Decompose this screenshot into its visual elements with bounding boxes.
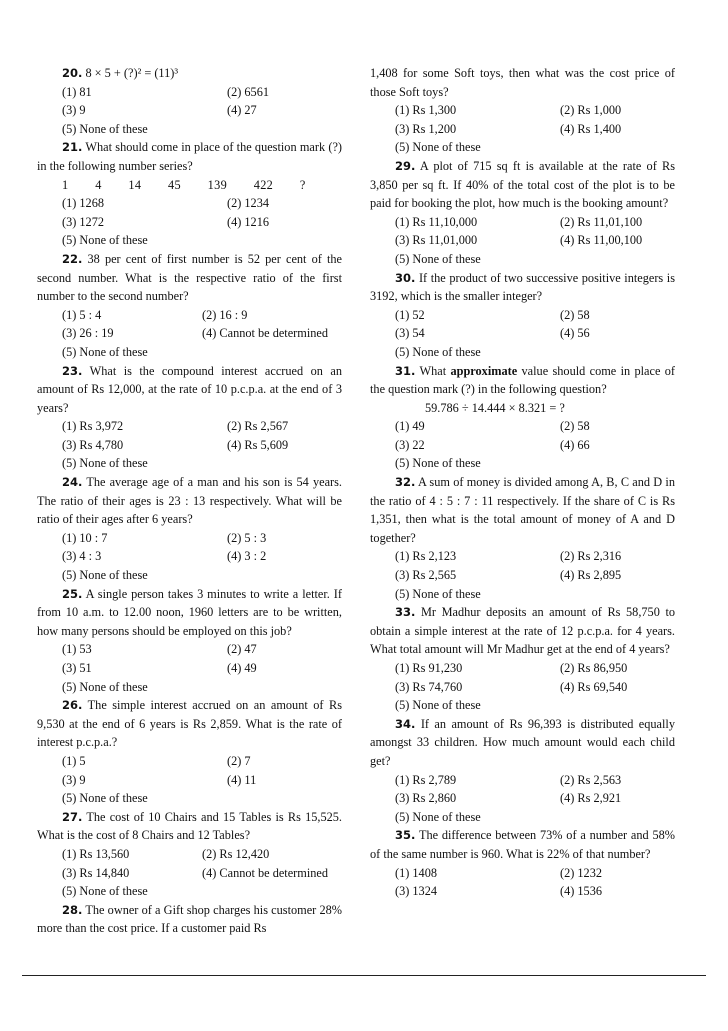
option: (1) Rs 3,972 (62, 419, 124, 434)
option-none: (5) None of these (395, 586, 481, 601)
bottom-rule (22, 975, 706, 976)
option: (3) Rs 1,200 (395, 121, 457, 136)
option: (4) 66 (560, 437, 590, 452)
option-none: (5) None of these (395, 140, 481, 155)
option: (3) 9 (62, 103, 86, 118)
option: (2) 16 : 9 (202, 307, 248, 322)
option: (1) 1268 (62, 196, 105, 211)
option: (4) 49 (227, 661, 257, 675)
question-25 (37, 585, 342, 641)
question-32 (370, 473, 675, 547)
option: (4) 3 : 2 (227, 549, 267, 564)
options (37, 194, 342, 231)
option: (3) Rs 74,760 (395, 679, 463, 694)
question-text: What should come in place of the question mark (?) in the following number series? (37, 140, 343, 173)
question-35 (370, 826, 675, 863)
emphasis-text: approximate (450, 363, 518, 378)
question-number: 27. (62, 809, 83, 824)
option: (4) Rs 11,00,100 (560, 233, 643, 248)
option: (2) 58 (560, 419, 590, 434)
question-text: The owner of a Gift shop charges his customer 28% more than the cost price. If a customer paid Rs (37, 902, 342, 936)
option-none: (5) None of these (395, 698, 481, 713)
option: (2) 58 (560, 307, 590, 322)
question-34 (370, 715, 675, 771)
question-28-continued: 1,408 for some Soft toys, then what was the cost price of those Soft toys? (370, 66, 675, 99)
option-none: (5) None of these (62, 791, 148, 806)
options (370, 864, 675, 901)
option: (3) 1272 (62, 214, 105, 229)
question-number: 32. (395, 475, 416, 490)
option: (2) Rs 2,563 (560, 772, 622, 787)
option: (3) 9 (62, 772, 86, 787)
question-number: 20. (62, 66, 83, 80)
option: (1) 10 : 7 (62, 530, 108, 545)
option: (1) Rs 13,560 (62, 846, 130, 861)
option-none: (5) None of these (62, 679, 148, 694)
question-number: 31. (395, 363, 416, 378)
option: (3) 51 (62, 661, 92, 675)
option: (4) Rs 2,895 (560, 568, 622, 583)
option: (2) Rs 2,567 (227, 419, 289, 434)
option: (2) Rs 2,316 (560, 549, 622, 564)
left-column (37, 64, 342, 938)
option: (3) 54 (395, 326, 425, 341)
question-number: 21. (62, 140, 83, 155)
question-28 (37, 901, 342, 938)
question-text: What (419, 363, 451, 378)
question-number: 29. (395, 158, 416, 173)
question-text: 38 per cent of first number is 52 per cent of the second number. What is the respective ratio of the first number to the second number? (37, 251, 343, 304)
question-number: 33. (395, 605, 416, 620)
option: (1) 5 (62, 753, 86, 768)
option: (2) 1234 (227, 196, 270, 211)
option: (1) Rs 11,10,000 (395, 214, 478, 229)
options (37, 417, 342, 454)
options (37, 845, 342, 882)
option: (2) 6561 (227, 84, 270, 99)
question-text: If an amount of Rs 96,393 is distributed equally amongst 33 children. How much amount would each child get? (370, 716, 675, 768)
question-number: 26. (62, 698, 83, 713)
option-none: (5) None of these (62, 344, 148, 359)
question-30 (370, 269, 675, 306)
option: (4) 1536 (560, 884, 603, 899)
option: (1) Rs 91,230 (395, 661, 463, 675)
option-none: (5) None of these (395, 456, 481, 471)
question-number: 25. (62, 586, 83, 601)
option: (3) 26 : 19 (62, 326, 114, 341)
option: (3) Rs 11,01,000 (395, 233, 478, 248)
options (370, 547, 675, 584)
question-text: A plot of 715 sq ft is available at the rate of Rs 3,850 per sq ft. If 40% of the total cost of the plot is to be paid for booking the plot, how much is the booking amount? (370, 158, 675, 211)
question-text: The simple interest accrued on an amount of Rs 9,530 at the end of 6 years is Rs 2,859. What is the rate of interest p.c.p.a.? (37, 698, 342, 750)
option-none: (5) None of these (62, 456, 148, 471)
option: (4) 11 (227, 772, 257, 787)
option: (4) Cannot be determined (202, 865, 329, 880)
option: (4) Rs 2,921 (560, 791, 622, 806)
question-number: 23. (62, 363, 83, 378)
question-20 (37, 64, 342, 83)
options (37, 83, 342, 120)
option: (4) 56 (560, 326, 590, 341)
option: (3) 1324 (395, 884, 438, 899)
option: (1) Rs 2,789 (395, 772, 457, 787)
question-text: A single person takes 3 minutes to write a letter. If from 10 a.m. to 12.00 noon, 1960 letters are to be written, how many persons should be employed on this job? (37, 586, 342, 638)
question-27 (37, 808, 342, 845)
math-expression: 59.786 ÷ 14.444 × 8.321 = ? (425, 400, 565, 415)
question-text: If the product of two successive positive integers is 3192, which is the smaller integer? (370, 270, 675, 304)
options (370, 101, 675, 138)
question-31 (370, 362, 675, 399)
question-text: 8 × 5 + (?)² = (11)³ (85, 66, 179, 80)
option-none: (5) None of these (395, 809, 481, 824)
question-26 (37, 696, 342, 752)
question-number: 28. (62, 902, 83, 917)
question-number: 22. (62, 251, 83, 266)
question-number: 35. (395, 828, 416, 843)
option: (3) Rs 2,860 (395, 791, 457, 806)
option-none: (5) None of these (62, 884, 148, 899)
question-22 (37, 250, 342, 306)
option: (1) 52 (395, 307, 425, 322)
option: (3) Rs 2,565 (395, 568, 457, 583)
question-21 (37, 138, 342, 175)
question-text: value should come in place of the question mark (?) in the following question? (370, 363, 675, 397)
question-33 (370, 603, 675, 659)
option: (1) Rs 1,300 (395, 103, 457, 118)
question-23 (37, 362, 342, 418)
option-none: (5) None of these (62, 121, 148, 136)
options (37, 640, 342, 677)
option-none: (5) None of these (395, 251, 481, 266)
option: (2) Rs 1,000 (560, 103, 622, 118)
option: (3) Rs 14,840 (62, 865, 130, 880)
question-text: The average age of a man and his son is 54 years. The ratio of their ages is 23 : 13 respectively. What will be ratio of their ages after 6 years? (37, 475, 342, 527)
options (37, 529, 342, 566)
options (370, 306, 675, 343)
options (370, 417, 675, 454)
option: (2) 7 (227, 753, 251, 768)
option: (4) 1216 (227, 214, 270, 229)
option: (2) Rs 86,950 (560, 661, 628, 675)
question-29 (370, 157, 675, 213)
option: (1) 5 : 4 (62, 307, 102, 322)
option-none: (5) None of these (62, 568, 148, 583)
question-24 (37, 473, 342, 529)
number-series: 1 4 14 45 139 422 ? (62, 177, 306, 192)
option: (1) 49 (395, 419, 425, 434)
question-text: Mr Madhur deposits an amount of Rs 58,750 to obtain a simple interest at the rate of 12 p.c.p.a. for 4 years. What total amount will Mr Madhur get at the end of 4 years? (370, 605, 676, 657)
question-number: 24. (62, 475, 83, 490)
option: (1) 81 (62, 84, 92, 99)
option: (3) 22 (395, 437, 425, 452)
question-text: The difference between 73% of a number and 58% of the same number is 960. What is 22% of that number? (370, 828, 675, 861)
right-column (370, 64, 675, 901)
question-text: A sum of money is divided among A, B, C and D in the ratio of 4 : 5 : 7 : 11 respectively. If the share of C is Rs 1,351, then what is the total amount of money of A and D together? (370, 475, 676, 545)
option: (2) Rs 12,420 (202, 846, 270, 861)
option: (2) 1232 (560, 865, 603, 880)
options (370, 213, 675, 250)
option: (3) 4 : 3 (62, 549, 102, 564)
question-number: 30. (395, 270, 416, 285)
options (37, 752, 342, 789)
options (370, 771, 675, 808)
options (37, 306, 342, 343)
option: (1) 53 (62, 642, 92, 657)
option-none: (5) None of these (395, 344, 481, 359)
option: (4) 27 (227, 103, 257, 118)
option: (4) Rs 69,540 (560, 679, 628, 694)
option: (2) 5 : 3 (227, 530, 267, 545)
question-number: 34. (395, 716, 416, 731)
option: (2) 47 (227, 642, 257, 657)
option: (3) Rs 4,780 (62, 437, 124, 452)
option: (4) Rs 1,400 (560, 121, 622, 136)
option: (1) 1408 (395, 865, 438, 880)
option-none: (5) None of these (62, 233, 148, 248)
question-text: What is the compound interest accrued on an amount of Rs 12,000, at the rate of 10 p.c.p.a. at the end of 3 years? (37, 363, 342, 415)
options (370, 659, 675, 696)
question-text: The cost of 10 Chairs and 15 Tables is Rs 15,525. What is the cost of 8 Chairs and 12 Tables? (37, 809, 342, 843)
option: (4) Cannot be determined (202, 326, 329, 341)
option: (4) Rs 5,609 (227, 437, 289, 452)
option: (2) Rs 11,01,100 (560, 214, 643, 229)
option: (1) Rs 2,123 (395, 549, 457, 564)
